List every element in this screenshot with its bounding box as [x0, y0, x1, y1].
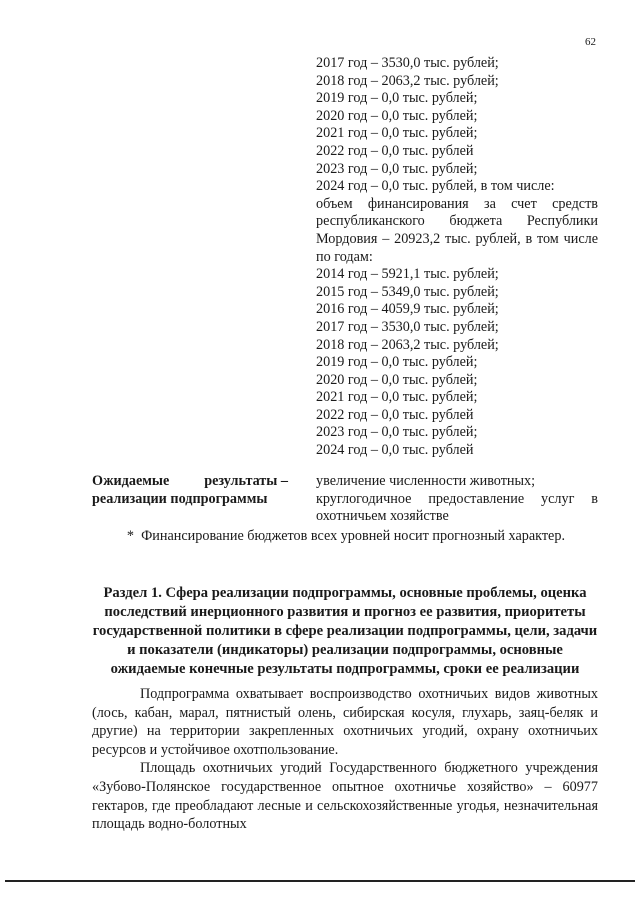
regional-funding-line-2024: 2024 год – 0,0 тыс. рублей: [316, 442, 474, 459]
expected-result-1: увеличение численности животных;: [316, 473, 536, 489]
expected-result-2: круглогодичное предоставление услуг в охотничьем хозяйстве: [316, 490, 598, 525]
funding-line-2022: 2022 год – 0,0 тыс. рублей: [316, 142, 474, 159]
expected-results-value: [316, 473, 598, 526]
regional-funding-line-2023: 2023 год – 0,0 тыс. рублей;: [316, 424, 478, 441]
funding-schedule: [316, 55, 598, 460]
regional-funding-line-2021: 2021 год – 0,0 тыс. рублей;: [316, 389, 478, 406]
expected-results-label-word2: результаты –: [204, 473, 288, 489]
page-number: 62: [585, 36, 596, 48]
bottom-rule: [5, 880, 635, 882]
funding-line-2017: 2017 год – 3530,0 тыс. рублей;: [316, 55, 499, 71]
regional-funding-line-2020: 2020 год – 0,0 тыс. рублей;: [316, 371, 478, 388]
section-heading: Раздел 1. Сфера реализации подпрограммы, основные проблемы, оценка последствий инерционного развития и прогноз ее развития, приоритеты государственной политики в сфере реализации подпрограммы, цели, задачи и показатели (индикаторы) реализации подпрограммы, основные ожидаемые конечные результаты подпрограммы, сроки ее реализации: [92, 585, 598, 677]
regional-funding-line-2014: 2014 год – 5921,1 тыс. рублей;: [316, 266, 499, 283]
footnote: [92, 527, 598, 546]
regional-funding-line-2015: 2015 год – 5349,0 тыс. рублей;: [316, 283, 499, 300]
funding-line-2018: 2018 год – 2063,2 тыс. рублей;: [316, 72, 499, 89]
footnote-text: Финансирование бюджетов всех уровней носит прогнозный характер.: [141, 528, 565, 544]
paragraph-subprogram-scope: Подпрограмма охватывает воспроизводство охотничьих видов животных (лось, кабан, марал, пятнистый олень, сибирская косуля, глухарь, заяц-беляк и другие) на территории закрепленных охотничьих угодий, охрану охотничьих ресурсов и устойчивое охотпользование.: [92, 686, 598, 758]
funding-line-2020: 2020 год – 0,0 тыс. рублей;: [316, 107, 478, 124]
regional-funding-line-2018: 2018 год – 2063,2 тыс. рублей;: [316, 336, 499, 353]
funding-line-2023: 2023 год – 0,0 тыс. рублей;: [316, 160, 478, 177]
expected-results-label-line2: реализации подпрограммы: [92, 490, 268, 507]
paragraph-hunting-area: Площадь охотничьих угодий Государственного бюджетного учреждения «Зубово-Полянское государственное опытное охотничье хозяйство» – 60977 гектаров, где преобладают лесные и сельскохозяйственные угодья, незначительная площадь водно-болотных: [92, 760, 598, 833]
expected-results-label: [92, 473, 288, 508]
regional-funding-line-2017: 2017 год – 3530,0 тыс. рублей;: [316, 318, 499, 335]
funding-line-2019: 2019 год – 0,0 тыс. рублей;: [316, 90, 478, 107]
regional-funding-line-2022: 2022 год – 0,0 тыс. рублей: [316, 406, 474, 423]
funding-line-2021: 2021 год – 0,0 тыс. рублей;: [316, 125, 478, 142]
body-text: [92, 685, 598, 834]
footnote-asterisk: *: [126, 528, 134, 544]
funding-line-2024: 2024 год – 0,0 тыс. рублей, в том числе:: [316, 178, 555, 195]
regional-budget-text: объем финансирования за счет средств республиканского бюджета Республики Мордовия – 20923,2 тыс. рублей, в том числе по годам:: [316, 195, 598, 265]
regional-funding-line-2016: 2016 год – 4059,9 тыс. рублей;: [316, 301, 499, 318]
regional-funding-line-2019: 2019 год – 0,0 тыс. рублей;: [316, 354, 478, 371]
expected-results-label-word1: Ожидаемые: [92, 473, 170, 489]
